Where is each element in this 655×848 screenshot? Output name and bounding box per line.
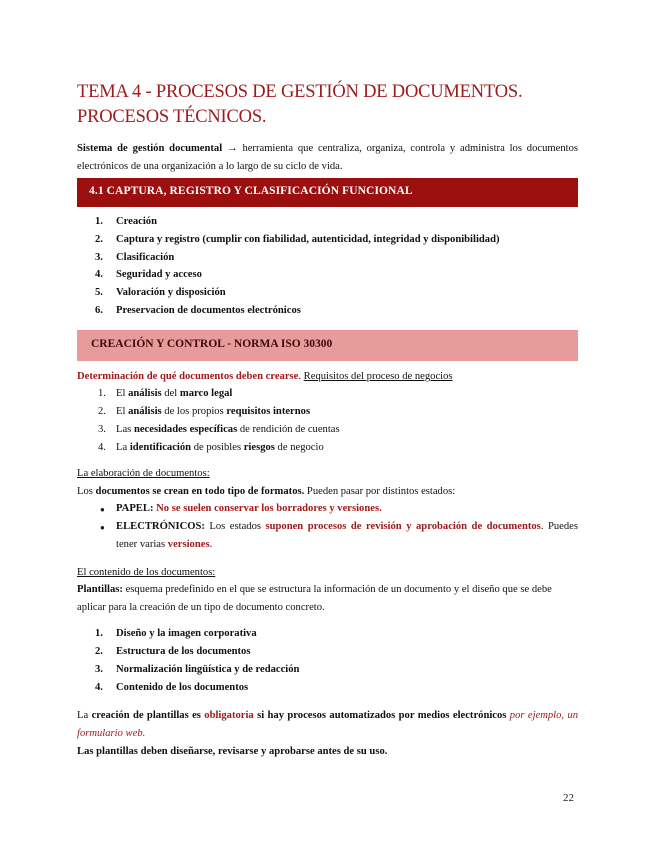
list-number: 2. [98, 406, 106, 417]
section-heading-text: CREACIÓN Y CONTROL - NORMA ISO 30300 [91, 338, 333, 350]
list-number: 2. [95, 646, 103, 657]
list-number: 3. [95, 252, 103, 263]
list-number: 4. [95, 269, 103, 280]
section-heading-capture [77, 178, 578, 207]
list-number: 5. [95, 287, 103, 298]
list-number: 6. [95, 305, 103, 316]
determination-red: Determinación de qué documentos deben crearse [77, 371, 299, 382]
templates-paragraph: Plantillas: esquema predefinido en el que se estructura la información de un documento y el diseño que se debe aplicar para la creación de un tipo de documento concreto. [77, 584, 552, 613]
list-item: Contenido de los documentos [116, 682, 249, 693]
section-heading-text: 4.1 CAPTURA, REGISTRO Y CLASIFICACIÓN FUNCIONAL [89, 185, 413, 197]
list-item: Clasificación [116, 252, 175, 263]
list-item: Creación [116, 216, 157, 227]
title-line-2: PROCESOS TÉCNICOS. [77, 107, 267, 127]
list-item: Preservacion de documentos electrónicos [116, 305, 301, 316]
list-item: Estructura de los documentos [116, 646, 251, 657]
list-number: 1. [98, 388, 106, 399]
list-number: 1. [95, 216, 103, 227]
page-number: 22 [563, 792, 574, 804]
intro-text: herramienta que centraliza, organiza, controla y administra los documentos electrónicos de una organización a lo largo de su ciclo de vida. [77, 143, 578, 172]
elaboration-heading: La elaboración de documentos: [77, 468, 210, 479]
determination-underlined: Requisitos del proceso de negocios [303, 371, 453, 382]
arrow-icon: → [227, 143, 238, 154]
list-number: 3. [95, 664, 103, 675]
list-item: El análisis de los propios requisitos internos [116, 406, 311, 417]
closing-paragraph: La creación de plantillas es obligatoria si hay procesos automatizados por medios electrónicos por ejemplo, un formulario web. [77, 710, 579, 739]
page-title [77, 80, 597, 130]
bullet-icon: ● [100, 505, 105, 514]
contents-heading: El contenido de los documentos: [77, 567, 216, 578]
bullet-paper: PAPEL: No se suelen conservar los borradores y versiones. [116, 503, 382, 514]
list-item: Diseño y la imagen corporativa [116, 628, 257, 639]
elaboration-text: Los documentos se crean en todo tipo de formatos. Pueden pasar por distintos estados: [77, 486, 456, 497]
bullet-icon: ● [100, 523, 105, 532]
list-number: 4. [95, 682, 103, 693]
intro-term: Sistema de gestión documental [77, 143, 223, 154]
closing-final: Las plantillas deben diseñarse, revisarse y aprobarse antes de su uso. [77, 746, 388, 757]
intro-paragraph [77, 140, 578, 176]
list-number: 1. [95, 628, 103, 639]
determination-line [77, 368, 578, 386]
separator: . [298, 371, 304, 382]
bullet-electronic: ELECTRÓNICOS: Los estados suponen procesos de revisión y aprobación de documentos. Puedes tener varias versiones. [116, 521, 578, 550]
section-heading-creation [77, 330, 578, 361]
list-item: Seguridad y acceso [116, 269, 202, 280]
list-item: Captura y registro (cumplir con fiabilidad, autenticidad, integridad y disponibilidad) [116, 234, 500, 245]
list-item: La identificación de posibles riesgos de negocio [116, 442, 324, 453]
list-item: Las necesidades específicas de rendición de cuentas [116, 424, 340, 435]
list-item: Valoración y disposición [116, 287, 226, 298]
list-item: Normalización lingüística y de redacción [116, 664, 300, 675]
title-line-1: TEMA 4 - PROCESOS DE GESTIÓN DE DOCUMENTOS. [77, 82, 523, 102]
list-number: 4. [98, 442, 106, 453]
list-item: El análisis del marco legal [116, 388, 233, 399]
list-number: 2. [95, 234, 103, 245]
list-number: 3. [98, 424, 106, 435]
